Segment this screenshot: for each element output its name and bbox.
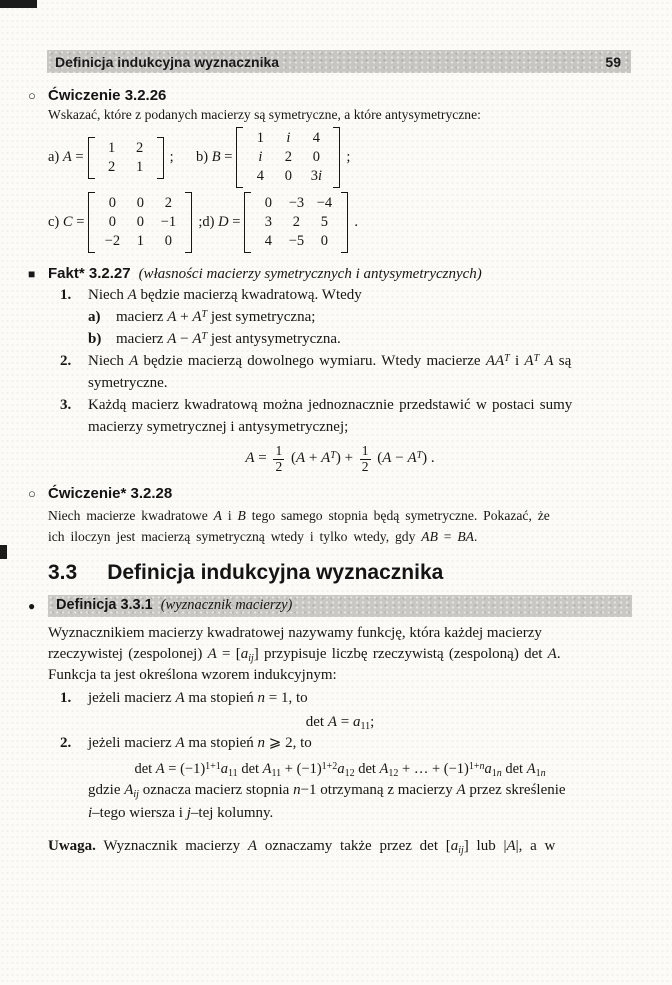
fact-3-2-27-section [28, 265, 632, 475]
matrix-item-d [202, 192, 358, 253]
matrix-item-b [196, 127, 350, 188]
fact-line [48, 417, 632, 437]
running-header-title: Definicja indukcyjna wyznacznika [55, 53, 280, 70]
decomposition-formula: A = $\frac{1}{2}$ $(A + A^T)$ + $\frac{1}{2}$ $(A - A^T)$ . [245, 443, 435, 474]
list-item-number: 3. [60, 397, 72, 413]
list-item-number: 1. [60, 287, 72, 303]
list-item-number: b) [88, 331, 102, 347]
det-base-formula: $\det A = a_{11}$; [305, 714, 375, 732]
exercise-title: Ćwiczenie 3.2.26 [48, 87, 167, 104]
list-item-number: 2. [60, 353, 72, 369]
list-item-text: jeżeli macierz A ma stopień n = 1, to [88, 690, 308, 706]
where-clause-text: i–tego wiersza i j–tej kolumny. [88, 805, 274, 821]
circle-bullet-icon: ○ [28, 486, 36, 501]
matrix-trail: ; [346, 149, 351, 165]
list-item-text: Każdą macierz kwadratową można jednoznacznie przedstawić w postaci sumy [88, 397, 573, 413]
remark-label: Uwaga. [48, 838, 96, 854]
exercise-text-line: ich iloczyn jest macierzą symetryczną wtedy i tylko wtedy, gdy AB = BA. [48, 529, 478, 544]
matrix-row-1 [48, 127, 632, 188]
definition-item [48, 733, 632, 753]
list-item-number: 2. [60, 735, 72, 751]
page-content [28, 73, 632, 857]
fact-line [48, 395, 632, 415]
matrix-lhs: d) D = [202, 214, 241, 230]
matrix-c: 0 0 2 0 0 −1 −2 1 0 [88, 192, 192, 253]
paragraph-line: Wyznacznikiem macierzy kwadratowej nazywamy funkcję, która każdej macierzy [48, 625, 542, 641]
definition-3-3-1-section [28, 595, 632, 857]
matrix-row-2 [48, 192, 632, 253]
exercise-title: Ćwiczenie* 3.2.28 [48, 485, 173, 502]
list-item-number: a) [88, 309, 101, 325]
list-item-text: macierz $A + A^T$ jest symetryczna; [116, 309, 316, 325]
list-item-text: symetryczne. [88, 375, 168, 391]
det-expansion-formula: $\det A = (-1)^{1+1}a_{11}$ $\det A_{11} + (-1)^{1+2}a_{12}$ $\det A_{12}$ + … + $(-1)^{1+n}a_{1n}$ $\det A_{1n}$ [134, 761, 546, 779]
where-clause-text: gdzie $A_{ij}$ oznacza macierz stopnia n−1 otrzymaną z macierzy A przez skreślenie [88, 782, 566, 800]
scan-artifact-top [0, 0, 37, 8]
matrix-a: 1 2 2 1 [88, 137, 164, 179]
paragraph-line: rzeczywistej (zespolonej) $A = [a_{ij}]$ przypisuje liczbę rzeczywistą (zespoloną) det A. [48, 646, 561, 664]
exercise-3-2-28-section [28, 485, 632, 547]
list-item-text: Niech A będzie macierzą dowolnego wymiaru. Wtedy macierze $AA^T$ i $A^T$ A są [88, 353, 572, 369]
remark [48, 836, 632, 857]
exercise-intro: Wskazać, które z podanych macierzy są symetryczne, a które antysymetryczne: [48, 107, 481, 122]
exercise-heading [28, 87, 632, 104]
square-bullet-icon: ■ [28, 267, 36, 281]
exercise-3-2-26-section [28, 87, 632, 253]
list-item-number: 1. [60, 690, 72, 706]
matrix-b: 1 i 4 i 2 0 4 0 3i [236, 127, 340, 188]
definition-subtitle: (wyznacznik macierzy) [160, 597, 293, 613]
fact-line [48, 329, 632, 349]
matrix-trail: ; [169, 149, 174, 165]
fact-heading [28, 265, 632, 283]
list-item-text: Niech A będzie macierzą kwadratową. Wtedy [88, 287, 362, 303]
list-item-text: jeżeli macierz A ma stopień n ⩾ 2, to [88, 735, 312, 751]
definition-heading [28, 595, 632, 617]
paragraph-line: Funkcja ta jest określona wzorem indukcyjnym: [48, 667, 337, 683]
fact-line [48, 285, 632, 305]
matrix-lhs: b) B = [196, 149, 233, 165]
matrix-trail: . [354, 214, 359, 230]
where-clause-line [48, 780, 632, 801]
matrix-d: 0 −3 −4 3 2 5 4 −5 0 [244, 192, 348, 253]
remark-text: Wyznacznik macierzy A oznaczamy także przez $\det [a_{ij}]$ lub |A|, a w [95, 838, 556, 856]
scan-artifact-left [0, 545, 7, 559]
matrix-item-a [48, 137, 196, 179]
page-number: 59 [605, 53, 621, 70]
exercise-text-line: Niech macierze kwadratowe A i B tego samego stopnia będą symetryczne. Pokazać, że [48, 508, 550, 523]
list-item-text: macierzy symetrycznej i antysymetrycznej; [88, 419, 349, 435]
exercise-heading [28, 485, 632, 502]
fact-subtitle: (własności macierzy symetrycznych i antysymetrycznych) [138, 266, 482, 282]
list-item-text: macierz $A - A^T$ jest antysymetryczna. [116, 331, 341, 347]
matrix-trail: ; [198, 214, 203, 230]
definition-title: Definicja 3.3.1 [56, 597, 153, 613]
fact-line [48, 351, 632, 371]
section-heading [48, 561, 632, 585]
definition-item [48, 688, 632, 708]
matrix-lhs: c) C = [48, 214, 85, 230]
section-number: 3.3 [48, 561, 78, 584]
circle-bullet-icon: ○ [28, 88, 36, 103]
fact-title: Fakt* 3.2.27 [48, 265, 131, 282]
matrix-lhs: a) A = [48, 149, 84, 165]
fact-line [48, 307, 632, 327]
fact-line [48, 373, 632, 393]
disc-bullet-icon: ● [28, 598, 36, 613]
section-title: Definicja indukcyjna wyznacznika [107, 561, 444, 584]
running-header [47, 50, 631, 73]
where-clause-line [48, 803, 632, 824]
definition-highlight-band [48, 595, 632, 617]
matrix-item-c [48, 192, 202, 253]
